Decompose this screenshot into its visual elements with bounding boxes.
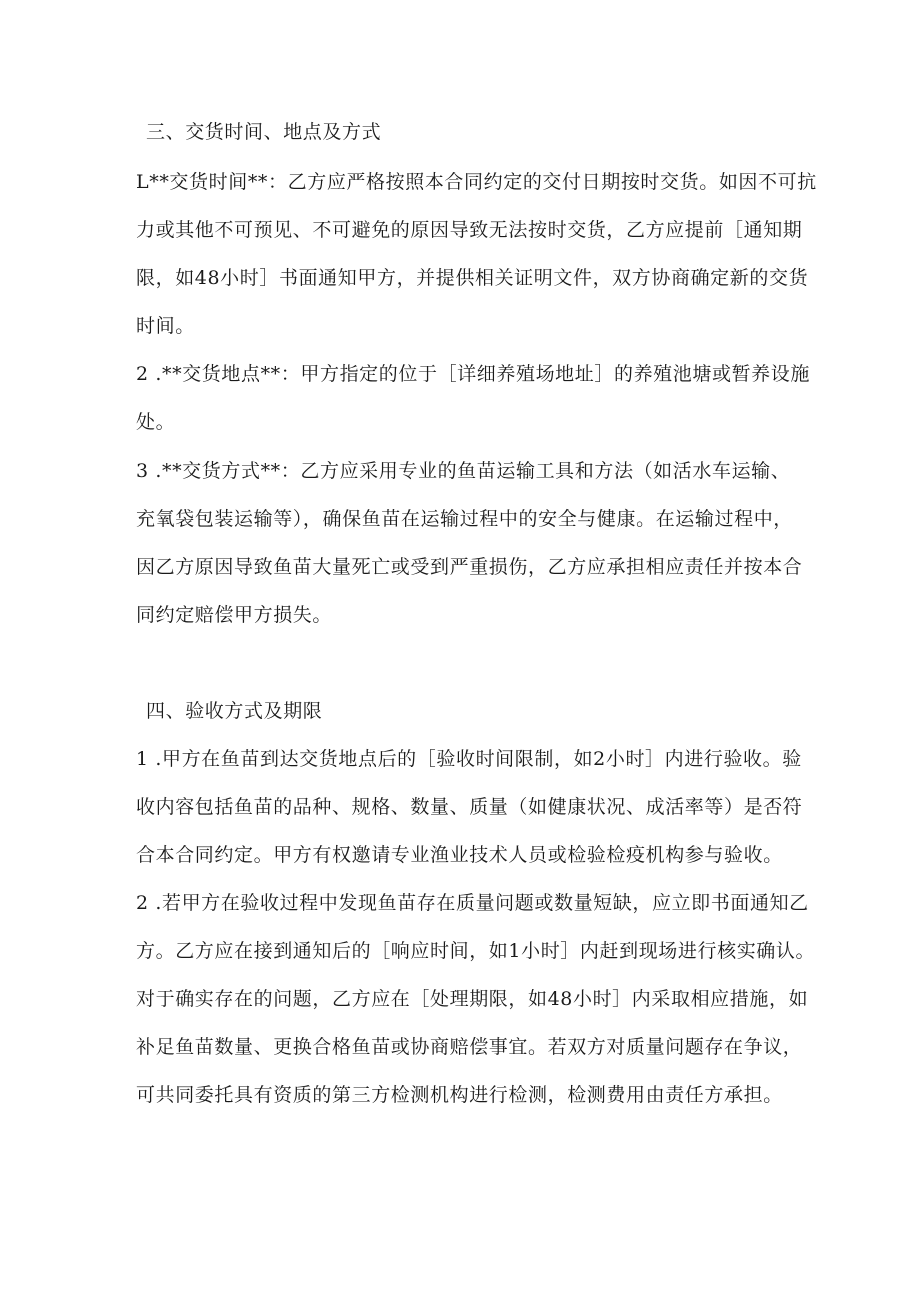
paragraph-line: 处。 xyxy=(136,411,176,433)
paragraph-line: 2 .**交货地点**：甲方指定的位于［详细养殖场地址］的养殖池塘或暂养设施 xyxy=(136,363,810,385)
paragraph-line: 对于确实存在的问题，乙方应在［处理期限，如48小时］内采取相应措施，如 xyxy=(136,988,809,1010)
paragraph-line: 合本合同约定。甲方有权邀请专业渔业技术人员或检验检疫机构参与验收。 xyxy=(136,844,783,866)
section-3-heading: 三、交货时间、地点及方式 xyxy=(146,121,382,143)
paragraph-line: 限，如48小时］书面通知甲方，并提供相关证明文件，双方协商确定新的交货 xyxy=(136,267,809,289)
paragraph-line: 补足鱼苗数量、更换合格鱼苗或协商赔偿事宜。若双方对质量问题存在争议， xyxy=(136,1036,803,1058)
paragraph-line: 充氧袋包装运输等），确保鱼苗在运输过程中的安全与健康。在运输过程中， xyxy=(136,508,793,530)
paragraph-line: 2 .若甲方在验收过程中发现鱼苗存在质量问题或数量短缺，应立即书面通知乙 xyxy=(136,892,809,914)
paragraph-line: 因乙方原因导致鱼苗大量死亡或受到严重损伤，乙方应承担相应责任并按本合 xyxy=(136,556,803,578)
paragraph-line: 3 .**交货方式**：乙方应采用专业的鱼苗运输工具和方法（如活水车运输、 xyxy=(136,460,791,482)
paragraph-line: 方。乙方应在接到通知后的［响应时间，如1小时］内赶到现场进行核实确认。 xyxy=(136,940,816,962)
section-4-heading: 四、验收方式及期限 xyxy=(146,700,323,722)
paragraph-line: 力或其他不可预见、不可避免的原因导致无法按时交货，乙方应提前［通知期 xyxy=(136,219,803,241)
paragraph-line: 时间。 xyxy=(136,315,195,337)
paragraph-line: L**交货时间**：乙方应严格按照本合同约定的交付日期按时交货。如因不可抗 xyxy=(136,171,817,193)
paragraph-line: 同约定赔偿甲方损失。 xyxy=(136,604,333,626)
paragraph-line: 可共同委托具有资质的第三方检测机构进行检测，检测费用由责任方承担。 xyxy=(136,1084,783,1106)
paragraph-line: 1 .甲方在鱼苗到达交货地点后的［验收时间限制，如2小时］内进行验收。验 xyxy=(136,748,802,770)
paragraph-line: 收内容包括鱼苗的品种、规格、数量、质量（如健康状况、成活率等）是否符 xyxy=(136,796,803,818)
